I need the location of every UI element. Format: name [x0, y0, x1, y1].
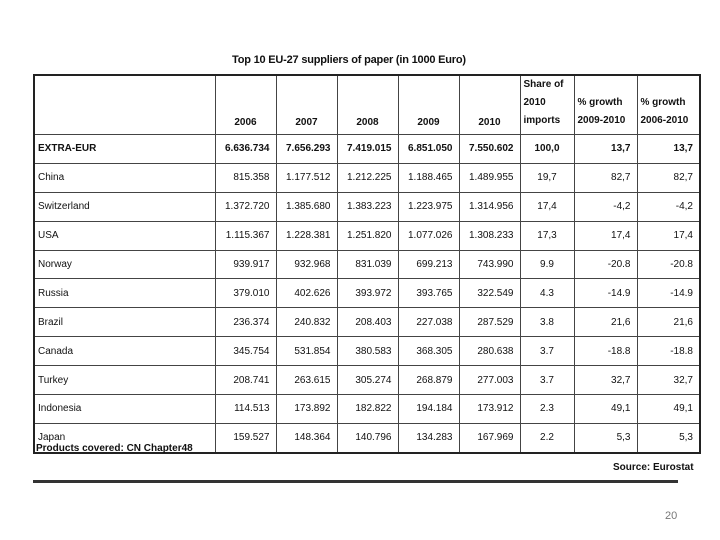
country-cell: Brazil: [34, 308, 215, 337]
suppliers-table: [33, 74, 701, 454]
value-cell-y2009: 699.213: [398, 250, 459, 279]
value-cell-share: 2.2: [520, 423, 574, 452]
table-row: [34, 192, 700, 221]
value-cell-g0910: -14.9: [574, 279, 637, 308]
country-cell: Switzerland: [34, 192, 215, 221]
value-cell-share: 19,7: [520, 163, 574, 192]
value-cell-y2006: 159.527: [215, 423, 276, 452]
value-cell-y2008: 1.251.820: [337, 221, 398, 250]
value-cell-share: 4.3: [520, 279, 574, 308]
value-cell-y2009: 393.765: [398, 279, 459, 308]
country-cell: EXTRA-EUR: [34, 135, 215, 164]
products-covered-note: Products covered: CN Chapter48: [36, 443, 193, 454]
value-cell-g0910: -18.8: [574, 337, 637, 366]
table-row: [34, 395, 700, 424]
value-cell-y2007: 932.968: [276, 250, 337, 279]
header-2008: 2008: [337, 75, 398, 135]
value-cell-g0610: 49,1: [637, 395, 700, 424]
value-cell-g0610: 21,6: [637, 308, 700, 337]
value-cell-y2008: 1.212.225: [337, 163, 398, 192]
header-growth-2006-2010: % growth 2006-2010: [637, 75, 700, 135]
value-cell-y2008: 7.419.015: [337, 135, 398, 164]
value-cell-g0610: 17,4: [637, 221, 700, 250]
header-2010: 2010: [459, 75, 520, 135]
bottom-rule: [33, 480, 678, 483]
value-cell-y2009: 1.077.026: [398, 221, 459, 250]
value-cell-y2010: 277.003: [459, 366, 520, 395]
value-cell-y2008: 208.403: [337, 308, 398, 337]
value-cell-y2006: 1.372.720: [215, 192, 276, 221]
value-cell-y2008: 182.822: [337, 395, 398, 424]
value-cell-y2010: 1.308.233: [459, 221, 520, 250]
value-cell-y2010: 173.912: [459, 395, 520, 424]
value-cell-y2010: 7.550.602: [459, 135, 520, 164]
value-cell-share: 3.8: [520, 308, 574, 337]
value-cell-g0910: 82,7: [574, 163, 637, 192]
value-cell-y2007: 148.364: [276, 423, 337, 452]
value-cell-share: 3.7: [520, 366, 574, 395]
header-growth-2009-2010: % growth 2009-2010: [574, 75, 637, 135]
header-row: [34, 75, 700, 135]
table-title: Top 10 EU-27 suppliers of paper (in 1000 Euro): [232, 54, 466, 66]
value-cell-y2008: 831.039: [337, 250, 398, 279]
value-cell-y2006: 815.358: [215, 163, 276, 192]
value-cell-g0910: 49,1: [574, 395, 637, 424]
value-cell-g0610: 13,7: [637, 135, 700, 164]
value-cell-g0910: 21,6: [574, 308, 637, 337]
value-cell-y2007: 402.626: [276, 279, 337, 308]
value-cell-y2007: 240.832: [276, 308, 337, 337]
value-cell-g0910: -20.8: [574, 250, 637, 279]
header-country: [34, 75, 215, 135]
value-cell-y2009: 368.305: [398, 337, 459, 366]
value-cell-share: 17,3: [520, 221, 574, 250]
value-cell-y2010: 1.489.955: [459, 163, 520, 192]
value-cell-y2006: 379.010: [215, 279, 276, 308]
value-cell-g0610: -4,2: [637, 192, 700, 221]
header-share: Share of 2010 imports: [520, 75, 574, 135]
value-cell-share: 9.9: [520, 250, 574, 279]
value-cell-y2008: 393.972: [337, 279, 398, 308]
country-cell: China: [34, 163, 215, 192]
country-cell: Russia: [34, 279, 215, 308]
table-row: [34, 366, 700, 395]
value-cell-g0610: -20.8: [637, 250, 700, 279]
country-cell: USA: [34, 221, 215, 250]
value-cell-y2006: 236.374: [215, 308, 276, 337]
value-cell-y2006: 345.754: [215, 337, 276, 366]
value-cell-y2006: 208.741: [215, 366, 276, 395]
table-row: [34, 337, 700, 366]
table-row: [34, 221, 700, 250]
table-row: [34, 308, 700, 337]
value-cell-g0610: -18.8: [637, 337, 700, 366]
header-2009: 2009: [398, 75, 459, 135]
page-number: 20: [665, 510, 678, 522]
value-cell-y2006: 6.636.734: [215, 135, 276, 164]
value-cell-share: 2.3: [520, 395, 574, 424]
value-cell-g0910: 13,7: [574, 135, 637, 164]
value-cell-share: 100,0: [520, 135, 574, 164]
value-cell-g0610: 82,7: [637, 163, 700, 192]
value-cell-g0610: 32,7: [637, 366, 700, 395]
value-cell-y2007: 1.228.381: [276, 221, 337, 250]
value-cell-y2010: 167.969: [459, 423, 520, 452]
suppliers-table-container: [33, 74, 693, 454]
value-cell-y2009: 268.879: [398, 366, 459, 395]
country-cell: Japan: [34, 423, 215, 452]
value-cell-y2010: 287.529: [459, 308, 520, 337]
value-cell-y2007: 531.854: [276, 337, 337, 366]
value-cell-y2007: 1.385.680: [276, 192, 337, 221]
value-cell-y2008: 305.274: [337, 366, 398, 395]
value-cell-g0610: 5,3: [637, 423, 700, 452]
value-cell-y2008: 1.383.223: [337, 192, 398, 221]
value-cell-g0910: 17,4: [574, 221, 637, 250]
header-2006: 2006: [215, 75, 276, 135]
country-cell: Indonesia: [34, 395, 215, 424]
table-row: [34, 163, 700, 192]
country-cell: Turkey: [34, 366, 215, 395]
value-cell-y2008: 140.796: [337, 423, 398, 452]
value-cell-g0910: 5,3: [574, 423, 637, 452]
value-cell-y2010: 280.638: [459, 337, 520, 366]
value-cell-share: 3.7: [520, 337, 574, 366]
value-cell-y2010: 1.314.956: [459, 192, 520, 221]
value-cell-y2008: 380.583: [337, 337, 398, 366]
value-cell-y2007: 1.177.512: [276, 163, 337, 192]
value-cell-y2007: 7.656.293: [276, 135, 337, 164]
table-row: [34, 135, 700, 164]
value-cell-y2009: 227.038: [398, 308, 459, 337]
value-cell-y2009: 1.223.975: [398, 192, 459, 221]
value-cell-share: 17,4: [520, 192, 574, 221]
table-row: [34, 279, 700, 308]
source-note: Source: Eurostat: [613, 462, 694, 473]
value-cell-y2010: 743.990: [459, 250, 520, 279]
value-cell-y2010: 322.549: [459, 279, 520, 308]
value-cell-y2006: 939.917: [215, 250, 276, 279]
value-cell-y2007: 263.615: [276, 366, 337, 395]
value-cell-g0610: -14.9: [637, 279, 700, 308]
country-cell: Canada: [34, 337, 215, 366]
value-cell-y2006: 1.115.367: [215, 221, 276, 250]
table-row: [34, 250, 700, 279]
value-cell-g0910: -4,2: [574, 192, 637, 221]
value-cell-y2009: 134.283: [398, 423, 459, 452]
value-cell-y2009: 6.851.050: [398, 135, 459, 164]
value-cell-y2006: 114.513: [215, 395, 276, 424]
value-cell-g0910: 32,7: [574, 366, 637, 395]
table-body: [34, 135, 700, 453]
value-cell-y2007: 173.892: [276, 395, 337, 424]
value-cell-y2009: 1.188.465: [398, 163, 459, 192]
country-cell: Norway: [34, 250, 215, 279]
header-2007: 2007: [276, 75, 337, 135]
value-cell-y2009: 194.184: [398, 395, 459, 424]
